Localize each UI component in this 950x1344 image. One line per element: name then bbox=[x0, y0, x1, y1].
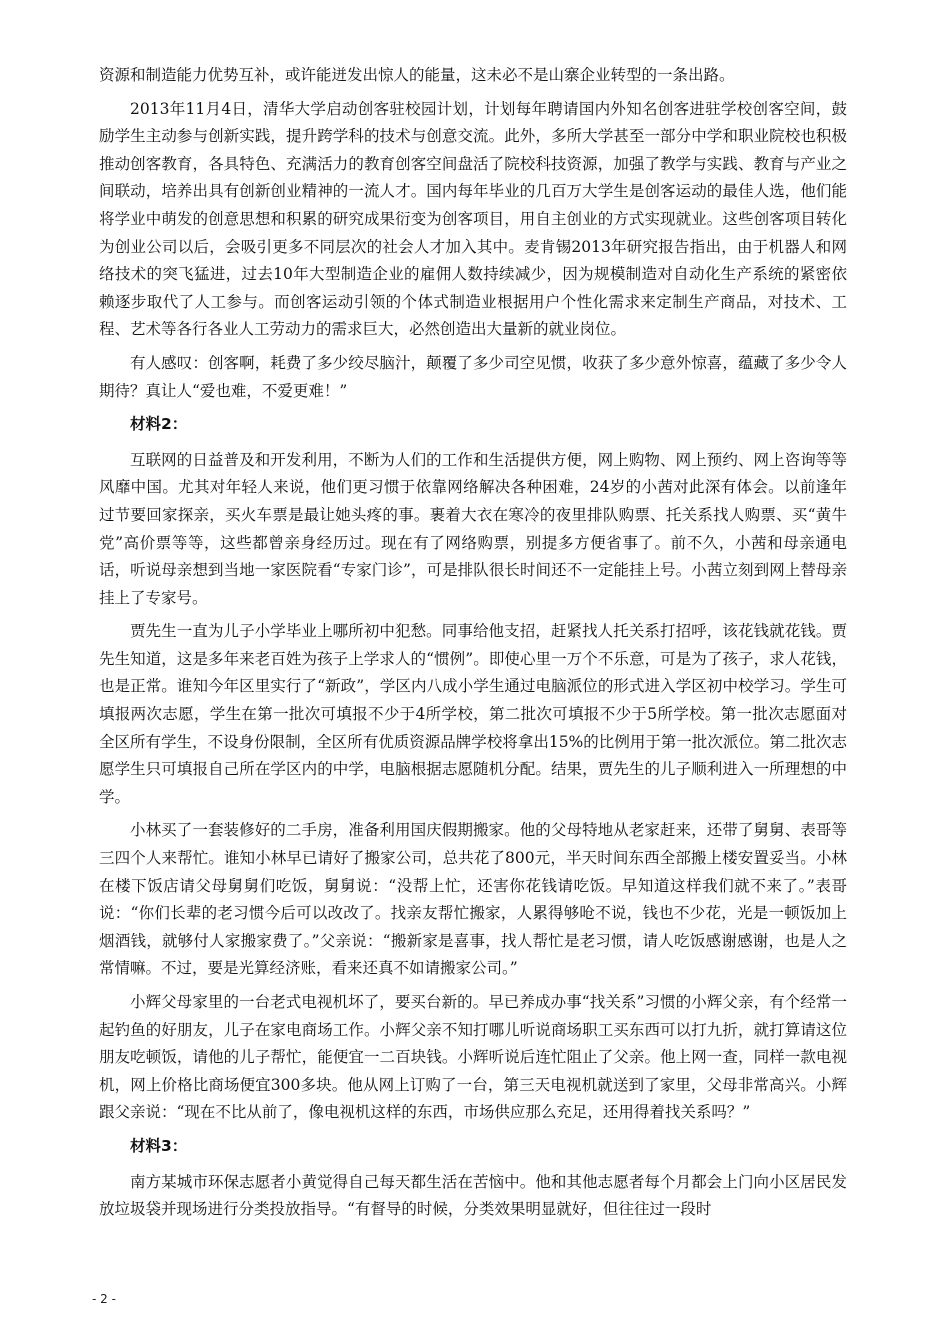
document-body bbox=[99, 62, 847, 1230]
paragraph-continuation: 资源和制造能力优势互补，或许能迸发出惊人的能量，这未必不是山寨企业转型的一条出路。 bbox=[99, 66, 735, 84]
heading-material-2: 材料2： bbox=[130, 415, 188, 434]
paragraph-xiaohui: 小辉父母家里的一台老式电视机坏了，要买台新的。早已养成办事“找关系”习惯的小辉父亲，有个经常一起钓鱼的好朋友，儿子在家电商场工作。小辉父亲不知打哪儿听说商场职工买东西可以打九折，就打算请这位朋友吃顿饭，请他的儿子帮忙，能便宜一二百块钱。小辉听说后连忙阻止了父亲。他上网一查，同样一款电视机，网上价格比商场便宜300多块。他从网上订购了一台，第三天电视机就送到了家里，父母非常高兴。小辉跟父亲说：“现在不比从前了，像电视机这样的东西，市场供应那么充足，还用得着找关系吗？” bbox=[99, 993, 847, 1122]
heading-material-3: 材料3： bbox=[130, 1136, 188, 1155]
paragraph-xiaohuang: 南方某城市环保志愿者小黄觉得自己每天都生活在苦恼中。他和其他志愿者每个月都会上门向小区居民发放垃圾袋并现场进行分类投放指导。“有督导的时候，分类效果明显就好，但往往过一段时 bbox=[99, 1172, 847, 1219]
page-number: - 2 - bbox=[92, 1292, 116, 1306]
paragraph-mr-jia: 贾先生一直为儿子小学毕业上哪所初中犯愁。同事给他支招，赶紧找人托关系打招呼，该花钱就花钱。贾先生知道，这是多年来老百姓为孩子上学求人的“惯例”。即使心里一万个不乐意，可是为了孩子，求人花钱，也是正常。谁知今年区里实行了“新政”，学区内八成小学生通过电脑派位的形式进入学区初中校学习。学生可填报两次志愿，学生在第一批次可填报不少于4所学校，第二批次可填报不少于5所学校。第一批次志愿面对全区所有学生，不设身份限制，全区所有优质资源品牌学校将拿出15%的比例用于第一批次派位。第二批次志愿学生只可填报自己所在学区内的中学，电脑根据志愿随机分配。结果，贾先生的儿子顺利进入一所理想的中学。 bbox=[99, 622, 847, 806]
paragraph-sigh: 有人感叹：创客啊，耗费了多少绞尽脑汁，颠覆了多少司空见惯，收获了多少意外惊喜，蕴藏了多少令人期待？真让人“爱也难，不爱更难！” bbox=[99, 353, 847, 400]
paragraph-xiaolin: 小林买了一套装修好的二手房，准备利用国庆假期搬家。他的父母特地从老家赶来，还带了舅舅、表哥等三四个人来帮忙。谁知小林早已请好了搬家公司，总共花了800元，半天时间东西全部搬上楼安置妥当。小林在楼下饭店请父母舅舅们吃饭，舅舅说：“没帮上忙，还害你花钱请吃饭。早知道这样我们就不来了。”表哥说：“你们长辈的老习惯今后可以改改了。找亲友帮忙搬家，人累得够呛不说，钱也不少花，光是一顿饭加上烟酒钱，就够付人家搬家费了。”父亲说：“搬新家是喜事，找人帮忙是老习惯，请人吃饭感谢感谢，也是人之常情嘛。不过，要是光算经济账，看来还真不如请搬家公司。” bbox=[99, 821, 847, 978]
paragraph-tsinghua-maker: 2013年11月4日，清华大学启动创客驻校园计划，计划每年聘请国内外知名创客进驻学校创客空间，鼓励学生主动参与创新实践，提升跨学科的技术与创意交流。此外，多所大学甚至一部分中学和职业院校也积极推动创客教育，各具特色、充满活力的教育创客空间盘活了院校科技资源，加强了教学与实践、教育与产业之间联动，培养出具有创新创业精神的一流人才。国内每年毕业的几百万大学生是创客运动的最佳人选，他们能将学业中萌发的创意思想和积累的研究成果衍变为创客项目，用自主创业的方式实现就业。这些创客项目转化为创业公司以后，会吸引更多不同层次的社会人才加入其中。麦肯锡2013年研究报告指出，由于机器人和网络技术的突飞猛进，过去10年大型制造企业的雇佣人数持续减少，因为规模制造对自动化生产系统的紧密依赖逐步取代了人工参与。而创客运动引领的个体式制造业根据用户个性化需求来定制生产商品，对技术、工程、艺术等各行各业人工劳动力的需求巨大，必然创造出大量新的就业岗位。 bbox=[99, 99, 847, 339]
paragraph-internet: 互联网的日益普及和开发利用，不断为人们的工作和生活提供方便，网上购物、网上预约、网上咨询等等风靡中国。尤其对年轻人来说，他们更习惯于依靠网络解决各种困难，24岁的小茜对此深有体会。以前逢年过节要回家探亲，买火车票是最让她头疼的事。裹着大衣在寒冷的夜里排队购票、托关系找人购票、买“黄牛党”高价票等等，这些都曾亲身经历过。现在有了网络购票，别提多方便省事了。前不久，小茜和母亲通电话，听说母亲想到当地一家医院看“专家门诊”，可是排队很长时间还不一定能挂上号。小茜立刻到网上替母亲挂上了专家号。 bbox=[99, 450, 847, 607]
